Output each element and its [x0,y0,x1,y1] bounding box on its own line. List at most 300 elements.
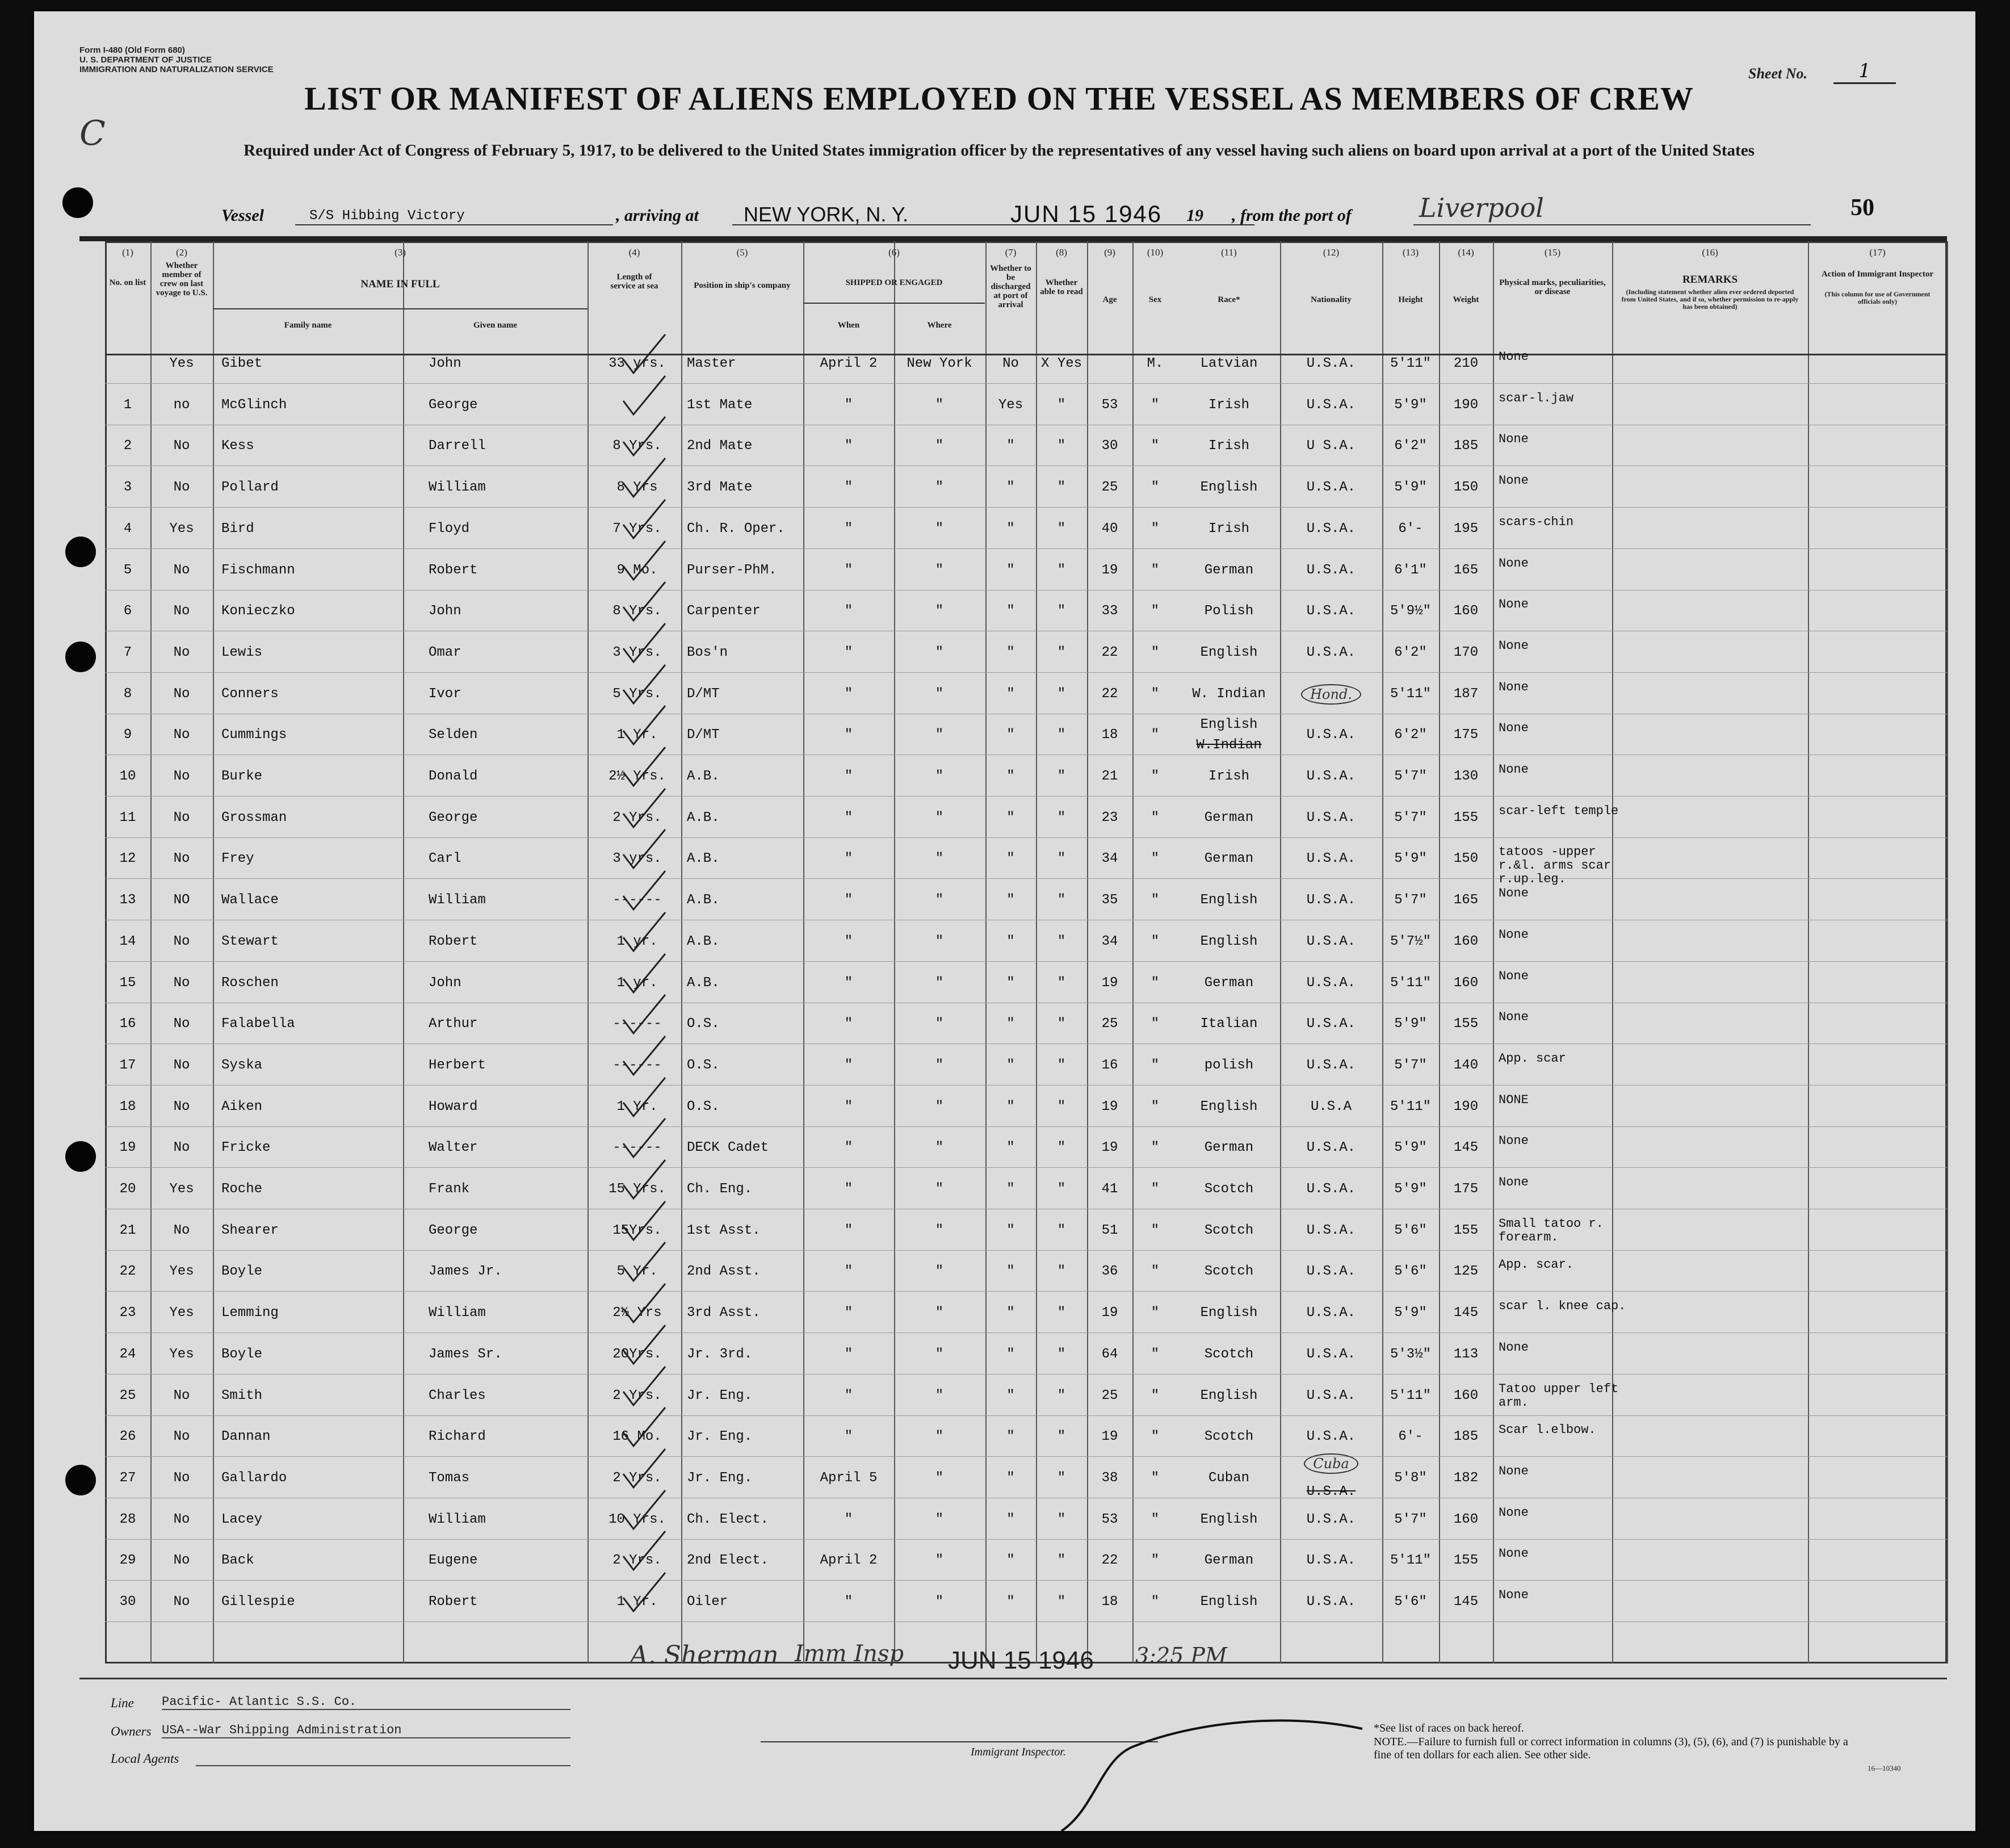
column-number: (4) [628,247,640,258]
cell-marks: Small tatoo r. forearm. [1499,1216,1604,1244]
cell-nationality: U.S.A. [1306,727,1356,743]
cell-discharged: " [1006,727,1015,743]
cell-family: Frey [221,851,254,867]
cell-given: Walter [429,1140,478,1156]
form-number: Form I-480 (Old Form 680) [79,45,185,55]
cell-position: Master [687,356,736,371]
cell-no: 25 [119,1388,136,1403]
cell-height: 5'11" [1390,356,1431,371]
cell-sex: " [1151,851,1160,867]
table-row [105,1169,1947,1210]
cell-height: 5'7" [1394,769,1427,784]
cell-marks: None [1499,1175,1529,1189]
cell-family: McGlinch [221,397,287,413]
cell-no: 17 [119,1057,136,1073]
cell-position: A.B. [687,810,720,825]
cell-weight: 145 [1453,1594,1479,1610]
check-mark [619,1364,670,1410]
cell-given: Robert [429,933,478,949]
cell-when: " [844,975,853,991]
cell-nationality: U.S.A. [1306,1181,1356,1197]
from-port-label: , from the port of [1232,206,1352,225]
cell-last: No [173,1099,190,1114]
arriving-port: NEW YORK, N. Y. [744,203,909,226]
cell-last: No [173,1140,190,1156]
cell-last: No [173,604,190,619]
cell-weight: 160 [1453,1511,1479,1527]
cell-marks: scar-left temple [1499,803,1619,818]
punch-hole [65,1141,96,1172]
cell-nationality: U.S.A. [1306,1140,1356,1156]
cell-discharged: " [1006,1553,1015,1569]
local-agents-label: Local Agents [111,1751,179,1766]
cell-given: Charles [429,1388,486,1403]
cell-marks: None [1499,597,1529,612]
cell-weight: 155 [1453,1553,1479,1569]
manifest-title: LIST OR MANIFEST OF ALIENS EMPLOYED ON THE VESSEL AS MEMBERS OF CREW [304,80,1694,117]
cell-no: 29 [119,1553,136,1569]
cell-service: 5 Yr. [616,1264,658,1280]
cell-service: 1 yr. [616,933,658,949]
inspector-signature-stroke [1044,1695,1442,1837]
cell-last: No [173,851,190,867]
table-row [105,1293,1947,1334]
cell-sex: " [1151,975,1160,991]
cell-sex: " [1151,397,1160,413]
cell-sex: " [1151,1594,1160,1610]
cell-where: " [935,644,944,660]
cell-race: Scotch [1204,1181,1254,1197]
cell-marks: None [1499,473,1529,488]
cell-marks: None [1499,1505,1529,1520]
cell-family: Syska [221,1057,263,1073]
cell-age: 64 [1101,1346,1118,1362]
cell-discharged: " [1006,769,1015,784]
cell-sex: " [1151,438,1160,454]
cell-no: 28 [119,1511,136,1527]
cell-position: Oiler [687,1594,728,1610]
cell-nationality: U.S.A. [1306,769,1356,784]
cell-last: No [173,1594,190,1610]
cell-service: 7 Yrs. [612,521,662,537]
column-number: (12) [1323,247,1340,258]
cell-position: D/MT [687,686,720,702]
cell-read: " [1057,851,1066,867]
cell-nationality: U.S.A. [1306,1594,1356,1610]
cell-height: 5'9" [1394,1016,1427,1032]
check-mark [619,497,670,543]
cell-weight: 170 [1453,644,1479,660]
cell-discharged: " [1006,1346,1015,1362]
cell-last: No [173,1388,190,1403]
cell-age: 41 [1101,1181,1118,1197]
cell-family: Lemming [221,1305,279,1321]
cell-race: Irish [1208,521,1249,537]
cell-weight: 155 [1453,810,1479,825]
cell-where: " [935,1553,944,1569]
column-header-name-in-full: NAME IN FULL [360,278,440,290]
cell-race: Cuban [1208,1470,1249,1486]
cell-service: 8 Yrs. [612,438,662,454]
cell-discharged: " [1006,1594,1015,1610]
cell-height: 5'6" [1394,1222,1427,1238]
cell-marks: NONE [1499,1092,1529,1107]
cell-no: 18 [119,1099,136,1114]
column-header-length-of-service: Length of service at sea [610,273,658,291]
cell-marks: None [1499,680,1529,694]
cell-race: English [1200,892,1258,908]
cell-sex: " [1151,1264,1160,1280]
cell-weight: 187 [1453,686,1479,702]
cell-age: 19 [1101,1140,1118,1156]
cell-family: Lewis [221,644,263,660]
cell-no: 10 [119,769,136,784]
cell-nationality: U.S.A. [1306,480,1356,496]
cell-age: 34 [1101,933,1118,949]
cell-marks: scars-chin [1499,514,1574,529]
cell-family: Grossman [221,810,287,825]
cell-age: 25 [1101,1016,1118,1032]
check-mark [619,1075,670,1121]
cell-discharged: " [1006,1099,1015,1114]
cell-age: 16 [1101,1057,1118,1073]
cell-read: " [1057,810,1066,825]
cell-position: 2nd Asst. [687,1264,761,1280]
cell-given: Eugene [429,1553,478,1569]
cell-read: " [1057,1429,1066,1445]
cell-height: 6'2" [1394,644,1427,660]
cell-height: 5'7" [1394,1057,1427,1073]
cell-family: Stewart [221,933,279,949]
table-row [105,798,1947,839]
cell-service: 2 Yrs. [612,1470,662,1486]
inspector-title: Imm Insp [795,1641,904,1667]
cell-weight: 125 [1453,1264,1479,1280]
cell-when: " [844,521,853,537]
cell-discharged: " [1006,521,1015,537]
cell-height: 5'9" [1394,1181,1427,1197]
cell-race: English [1200,644,1258,660]
cell-read: " [1057,1346,1066,1362]
cell-nationality: U.S.A [1310,1099,1352,1114]
cell-marks: Tatoo upper left arm. [1499,1381,1619,1410]
check-mark [619,414,670,460]
cell-read: " [1057,769,1066,784]
cell-where: " [935,769,944,784]
column-number: (16) [1702,247,1718,258]
cell-last: No [173,975,190,991]
cell-race: Italian [1200,1016,1258,1032]
cell-marks: None [1499,927,1529,942]
check-mark [619,1488,670,1533]
cell-where: " [935,521,944,537]
cell-where: " [935,851,944,867]
form-identifier [79,45,274,74]
cell-position: A.B. [687,975,720,991]
cell-given: Robert [429,562,478,578]
cell-height: 5'11" [1390,975,1431,991]
cell-height: 5'7" [1394,810,1427,825]
cell-when: " [844,1057,853,1073]
cell-where: " [935,1346,944,1362]
cell-age: 19 [1101,1429,1118,1445]
cell-read: " [1057,480,1066,496]
cell-no: 15 [119,975,136,991]
table-row [105,1210,1947,1252]
cell-weight: 182 [1453,1470,1479,1486]
cell-weight: 145 [1453,1140,1479,1156]
cell-nationality: U.S.A. [1306,644,1356,660]
cell-service: 3 yrs. [612,851,662,867]
cell-last: Yes [169,521,194,537]
cell-position: Ch. Eng. [687,1181,753,1197]
cell-discharged: " [1006,975,1015,991]
column-number: (9) [1104,247,1115,258]
cell-height: 6'- [1398,521,1423,537]
cell-position: A.B. [687,851,720,867]
column-header-physical-marks: Physical marks, peculiarities, or disease [1499,278,1606,296]
cell-position: 2nd Elect. [687,1553,769,1569]
cell-read: " [1057,1553,1066,1569]
cell-discharged: " [1006,1057,1015,1073]
cell-nationality: U.S.A. [1306,1346,1356,1362]
cell-position: Bos'n [687,644,728,660]
department-name: U. S. DEPARTMENT OF JUSTICE [79,55,212,65]
cell-weight: 140 [1453,1057,1479,1073]
cell-family: Cummings [221,727,287,743]
cell-discharged: " [1006,1388,1015,1403]
cell-given: William [429,1305,486,1321]
cell-given: Robert [429,1594,478,1610]
cell-height: 5'9½" [1390,604,1431,619]
column-header-shipped-or-engaged: SHIPPED OR ENGAGED [845,278,943,287]
table-row [105,1455,1947,1499]
cell-race: Latvian [1200,356,1258,371]
cell-race: Polish [1204,604,1254,619]
cell-read: " [1057,1016,1066,1032]
cell-service: 2 Yrs. [612,1388,662,1403]
cell-position: Ch. Elect. [687,1511,769,1527]
cell-discharged: " [1006,933,1015,949]
cell-race: English [1200,1099,1258,1114]
cell-family: Burke [221,769,263,784]
cell-marks: scar-l.jaw [1499,391,1574,405]
cell-age: 25 [1101,480,1118,496]
cell-last: No [173,769,190,784]
cell-marks: None [1499,350,1529,364]
cell-service: 2½ Yrs. [609,769,666,784]
cell-position: Jr. Eng. [687,1388,753,1403]
cell-marks: Scar l.elbow. [1499,1423,1596,1438]
inspector-instruction: (This column for use of Government officials only) [1824,290,1931,305]
cell-read: X Yes [1040,356,1082,371]
cell-service: 1 Yr. [616,727,658,743]
cell-discharged: " [1006,1016,1015,1032]
cell-no: 12 [119,851,136,867]
cell-discharged: " [1006,1222,1015,1238]
cell-family: Pollard [221,480,279,496]
year-suffix: 19 [1186,206,1203,225]
table-row [105,1045,1947,1087]
check-mark [619,869,670,914]
cell-weight: 185 [1453,1429,1479,1445]
cell-family: Roche [221,1181,263,1197]
cell-when: April 5 [820,1470,878,1486]
cell-age: 33 [1101,604,1118,619]
check-mark [619,374,670,419]
cell-read: " [1057,604,1066,619]
column-header-nationality: Nationality [1311,295,1352,304]
cell-service: ------ [612,1016,662,1032]
check-mark [619,1529,670,1574]
cell-weight: 165 [1453,892,1479,908]
cell-discharged: " [1006,1305,1015,1321]
check-mark [619,1158,670,1203]
cell-service: 2½ Yrs [612,1305,662,1321]
cell-last: no [173,397,190,413]
cell-marks: App. scar [1499,1051,1566,1066]
cell-where: " [935,1099,944,1114]
cell-service: 2 Yrs. [612,1553,662,1569]
table-row [105,1376,1947,1417]
cell-given: Darrell [429,438,486,454]
column-number: (11) [1221,247,1237,258]
punch-hole [65,1465,96,1495]
cell-where: " [935,1429,944,1445]
cell-given: William [429,1511,486,1527]
cell-given: John [429,356,461,371]
cell-position: 1st Mate [687,397,753,413]
cell-no: 24 [119,1346,136,1362]
cell-nationality: U.S.A. [1306,1222,1356,1238]
cell-read: " [1057,1511,1066,1527]
cell-where: " [935,1388,944,1403]
cell-given: William [429,480,486,496]
cell-when: " [844,1346,853,1362]
cell-race: W. Indian [1192,686,1266,702]
cell-discharged: " [1006,892,1015,908]
cell-service: ------ [612,892,662,908]
column-header-able-to-read: Whether able to read [1040,278,1083,296]
table-row [105,426,1947,467]
cell-no: 16 [119,1016,136,1032]
cell-weight: 190 [1453,1099,1479,1114]
check-mark [619,1405,670,1451]
cell-race: German [1204,851,1254,867]
cell-family: Aiken [221,1099,263,1114]
cell-sex: " [1151,769,1160,784]
cell-no: 5 [123,562,132,578]
cell-read: " [1057,562,1066,578]
cell-read: " [1057,1388,1066,1403]
cell-family: Gillespie [221,1594,295,1610]
cell-when: " [844,562,853,578]
cell-race: Irish [1208,397,1249,413]
cell-given: Arthur [429,1016,478,1032]
cell-height: 5'9" [1394,480,1427,496]
cell-height: 6'2" [1394,438,1427,454]
cell-when: " [844,892,853,908]
table-row [105,1540,1947,1582]
sheet-number-label: Sheet No. [1748,65,1807,82]
cell-when: " [844,1429,853,1445]
column-number: (13) [1402,247,1419,258]
cell-sex: " [1151,521,1160,537]
cell-last: Yes [169,1181,194,1197]
cell-height: 6'2" [1394,727,1427,743]
cell-discharged: " [1006,1264,1015,1280]
cell-when: " [844,480,853,496]
column-header-weight: Weight [1453,295,1479,304]
cell-last: No [173,1222,190,1238]
cell-age: 22 [1101,644,1118,660]
circled-nationality: Cuba [1304,1453,1358,1474]
table-row [105,1417,1947,1458]
arriving-label: , arriving at [616,206,699,225]
cell-marks: None [1499,1134,1529,1149]
cell-race: English [1200,1305,1258,1321]
cell-service: 3 Yrs. [612,644,662,660]
check-mark [619,910,670,956]
column-number: (1) [122,247,133,258]
line-label: Line [111,1696,134,1710]
inspection-time: 3:25 PM [1135,1643,1227,1668]
cell-no: 9 [123,727,132,743]
cell-sex: " [1151,1057,1160,1073]
cell-race: English [1200,933,1258,949]
cell-no: 4 [123,521,132,537]
cell-when: April 2 [820,1553,878,1569]
column-header-height: Height [1398,295,1423,304]
cell-family: Gibet [221,356,263,371]
cell-where: New York [907,356,972,371]
cell-age: 19 [1101,562,1118,578]
cell-when: " [844,1594,853,1610]
circled-nationality: Hond. [1301,684,1361,705]
cell-when: " [844,397,853,413]
cell-family: Fricke [221,1140,271,1156]
check-mark [619,539,670,584]
crew-total: 50 [1850,195,1874,221]
cell-no: 20 [119,1181,136,1197]
cell-family: Konieczko [221,604,295,619]
cell-weight: 195 [1453,521,1479,537]
cell-given: Howard [429,1099,478,1114]
table-row [105,1087,1947,1128]
cell-race: Irish [1208,769,1249,784]
cell-sex: " [1151,1553,1160,1569]
cell-when: " [844,727,853,743]
cell-given: Selden [429,727,478,743]
margin-mark: C [79,114,106,153]
cell-marks: None [1499,762,1529,777]
cell-last: No [173,727,190,743]
cell-given: George [429,810,478,825]
cell-sex: " [1151,686,1160,702]
cell-sex: M. [1147,356,1164,371]
cell-race: German [1204,1553,1254,1569]
header-divider [79,236,1947,241]
cell-when: " [844,1016,853,1032]
cell-last: No [173,1057,190,1073]
cell-where: " [935,1181,944,1197]
cell-marks: App. scar. [1499,1258,1574,1272]
cell-no: 7 [123,644,132,660]
column-number: (10) [1147,247,1164,258]
service-name: IMMIGRATION AND NATURALIZATION SERVICE [79,65,274,74]
cell-discharged: Yes [998,397,1023,413]
cell-family: Boyle [221,1264,263,1280]
